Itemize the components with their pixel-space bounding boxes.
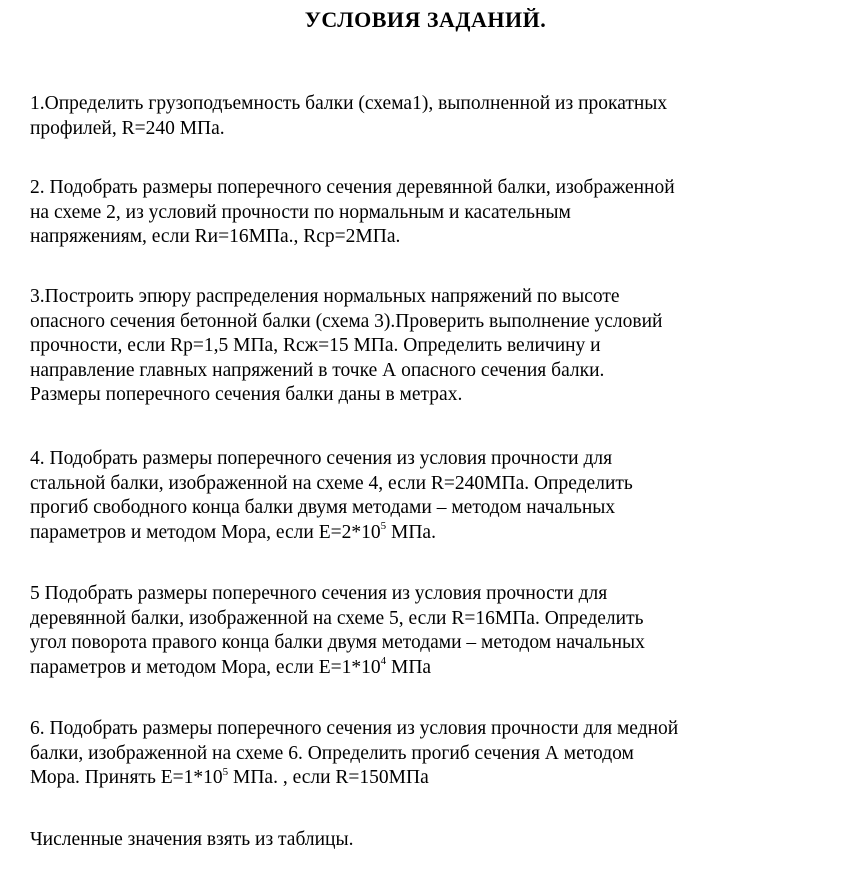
task-4-line-2: стальной балки, изображенной на схеме 4, если R=240МПа. Определить bbox=[30, 472, 633, 494]
task-3-line-2: опасного сечения бетонной балки (схема 3).Проверить выполнение условий bbox=[30, 310, 663, 332]
task-5-line-4-text: параметров и методом Мора, если Е=1*10 bbox=[30, 656, 381, 678]
task-5-line-4-unit: МПа bbox=[386, 656, 432, 678]
task-1-paragraph bbox=[30, 92, 835, 141]
task-5-exponent: 4 bbox=[380, 655, 387, 667]
task-3-line-3: прочности, если Rр=1,5 МПа, Rсж=15 МПа. Определить величину и bbox=[30, 335, 601, 356]
task-4-line-4-text: параметров и методом Мора, если Е=2*10 bbox=[30, 521, 381, 543]
task-5-line-1: 5 Подобрать размеры поперечного сечения из условия прочности для bbox=[30, 583, 608, 604]
task-5-paragraph bbox=[30, 582, 835, 680]
task-3-line-5: Размеры поперечного сечения балки даны в метрах. bbox=[30, 384, 463, 405]
footer-note bbox=[30, 828, 835, 853]
task-6-line-3-text: Мора. Принять Е=1*10 bbox=[30, 767, 223, 788]
task-2-line-1: 2. Подобрать размеры поперечного сечения деревянной балки, изображенной bbox=[30, 177, 675, 198]
task-6-line-2: балки, изображенной на схеме 6. Определить прогиб сечения А методом bbox=[30, 742, 634, 764]
task-4-exponent: 5 bbox=[380, 520, 387, 532]
task-5-line-4 bbox=[30, 656, 835, 681]
task-1-line-2: профилей, R=240 МПа. bbox=[30, 117, 225, 139]
task-3-paragraph bbox=[30, 285, 835, 408]
task-4-paragraph bbox=[30, 447, 835, 545]
task-6-line-3 bbox=[30, 766, 835, 791]
task-2-line-3: напряжениям, если Rи=16МПа., Rср=2МПа. bbox=[30, 226, 401, 247]
task-5-line-3: угол поворота правого конца балки двумя методами – методом начальных bbox=[30, 632, 645, 653]
task-6-line-1: 6. Подобрать размеры поперечного сечения из условия прочности для медной bbox=[30, 718, 679, 739]
task-2-paragraph bbox=[30, 176, 835, 250]
footer-line: Численные значения взять из таблицы. bbox=[30, 829, 354, 850]
task-5-line-2: деревянной балки, изображенной на схеме 5, если R=16МПа. Определить bbox=[30, 607, 644, 629]
task-6-exponent: 5 bbox=[222, 765, 229, 778]
task-2-line-2: на схеме 2, из условий прочности по нормальным и касательным bbox=[30, 201, 571, 223]
task-1-line-1: 1.Определить грузоподъемность балки (схема1), выполненной из прокатных bbox=[30, 93, 668, 114]
task-6-line-3-tail: МПа. , если R=150МПа bbox=[228, 767, 429, 788]
task-6-paragraph bbox=[30, 717, 835, 791]
task-3-line-4: направление главных напряжений в точке А опасного сечения балки. bbox=[30, 359, 605, 381]
page-title: УСЛОВИЯ ЗАДАНИЙ. bbox=[304, 7, 547, 32]
task-4-line-3: прогиб свободного конца балки двумя методами – методом начальных bbox=[30, 497, 616, 518]
task-4-line-4 bbox=[30, 521, 835, 546]
task-4-line-4-unit: МПа. bbox=[386, 521, 436, 543]
task-3-line-1: 3.Построить эпюру распределения нормальных напряжений по высоте bbox=[30, 286, 620, 307]
task-4-line-1: 4. Подобрать размеры поперечного сечения из условия прочности для bbox=[30, 448, 613, 469]
